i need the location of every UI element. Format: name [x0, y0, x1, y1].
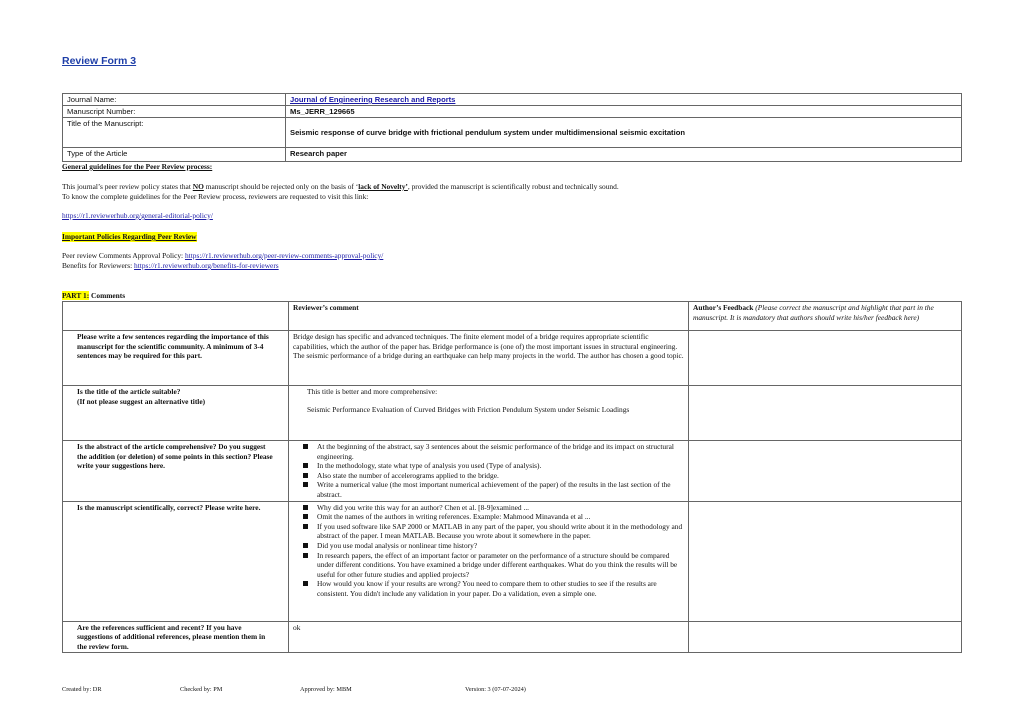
novelty-emphasis: lack of Novelty’: [358, 182, 408, 191]
guidelines-text: [62, 182, 962, 202]
editorial-policy-link[interactable]: https://r1.reviewerhub.org/general-editorial-policy/: [62, 211, 213, 220]
author-feedback-cell[interactable]: [689, 386, 962, 441]
list-item: Also state the number of accelerograms applied to the bridge.: [317, 471, 684, 481]
manuscript-title-row: [63, 118, 962, 148]
approval-policy-link[interactable]: https://r1.reviewerhub.org/peer-review-comments-approval-policy/: [184, 251, 384, 260]
reviewer-comment[interactable]: ok: [289, 621, 689, 653]
reviewer-comment[interactable]: Bridge design has specific and advanced techniques. The finite element model of a bridge requires appropriate scientific capabilities, which the author of the paper has. Bridge performance is (one of) the most important issues in structural engineering. The seismic performance of a bridge during an earthquake can help many projects in the world. The author has chosen a good topic.: [289, 331, 689, 386]
form-title: Review Form 3: [62, 55, 137, 67]
label: Type of the Article: [63, 148, 286, 162]
article-type-row: [63, 148, 962, 162]
manuscript-number-row: [63, 106, 962, 118]
list-item: Omit the names of the authors in writing references. Example: Mahmood Minavanda et al ...: [317, 512, 684, 522]
list-item: In research papers, the effect of an important factor or parameter on the performance of a structure should be compared under different conditions. You have examined a bridge under different earthquakes. What do you think the results will be useful for other future studies and applied projects?: [317, 551, 684, 580]
text: , provided the manuscript is scientifically robust and technically sound.: [407, 182, 619, 191]
reviewer-comment[interactable]: [289, 501, 689, 621]
label: Peer review Comments Approval Policy:: [62, 251, 185, 260]
note: (Please correct the manuscript and highlight that part in the manuscript. It is mandatory that authors should write his/her feedback here): [693, 303, 934, 322]
label: Manuscript Number:: [63, 106, 286, 118]
label: Title of the Manuscript:: [63, 118, 286, 148]
list-item: Write a numerical value (the most important numerical achievement of the paper) of the results in the last section of the abstract.: [317, 480, 684, 499]
author-feedback-cell[interactable]: [689, 621, 962, 653]
part1-heading: [62, 291, 125, 301]
reviewer-comment[interactable]: [289, 386, 689, 441]
list-item: How would you know if your results are wrong? You need to compare them to other studies to see if the results are consistent. You didn't include any validation in your paper. Do a validation, even a simple one.: [317, 579, 684, 598]
list-item: Did you use modal analysis or nonlinear time history?: [317, 541, 684, 551]
question: Is the title of the article suitable? (If not please suggest an alternative title): [63, 386, 289, 441]
table-row: [63, 386, 962, 441]
list-item: If you used software like SAP 2000 or MATLAB in any part of the paper, you should write about it in the methodology and abstract of the paper. I mean MATLAB. Because you wrote about it somewhere in the paper.: [317, 521, 683, 541]
part-label: PART 1:: [62, 291, 90, 300]
journal-link[interactable]: Journal of Engineering Research and Reports: [290, 95, 456, 104]
text: This journal’s peer review policy states that: [62, 182, 193, 191]
label: Author’s Feedback: [693, 303, 754, 312]
no-emphasis: NO: [192, 182, 204, 191]
text: manuscript should be rejected only on the basis of ‘: [203, 182, 359, 191]
guidelines-heading: General guidelines for the Peer Review process:: [62, 162, 213, 171]
benefits-link[interactable]: https://r1.reviewerhub.org/benefits-for-reviewers: [134, 261, 279, 270]
part-title: Comments: [89, 291, 126, 300]
text: To know the complete guidelines for the Peer Review process, reviewers are requested to visit this link:: [62, 192, 369, 201]
benefits-line: [62, 261, 279, 271]
list-item: Why did you write this way for an author? Chen et al. [8-9]examined ...: [317, 503, 684, 513]
author-feedback-cell[interactable]: [689, 441, 962, 502]
footer-version: Version: 3 (07-07-2024): [465, 686, 526, 693]
manuscript-title: Seismic response of curve bridge with frictional pendulum system under multidimensional seismic excitation: [286, 118, 962, 148]
reviewer-comment-header: Reviewer’s comment: [289, 302, 689, 331]
label: Journal Name:: [63, 94, 286, 106]
table-row: [63, 501, 962, 621]
table-row: [63, 331, 962, 386]
author-feedback-header: [689, 302, 962, 331]
question: Are the references sufficient and recent? If you have suggestions of additional references, please mention them in the review form.: [63, 621, 289, 653]
footer-created: Created by: DR: [62, 686, 102, 693]
comment-intro: This title is better and more comprehensive:: [307, 387, 438, 396]
journal-name-row: [63, 94, 962, 106]
list-item: At the beginning of the abstract, say 3 sentences about the seismic performance of the bridge and its impact on structural engineering.: [317, 442, 684, 461]
reviewer-comment[interactable]: [289, 441, 689, 502]
article-type: Research paper: [286, 148, 962, 162]
blank-cell: [63, 302, 289, 331]
comments-table: [62, 301, 962, 653]
author-feedback-cell[interactable]: [689, 331, 962, 386]
label: Benefits for Reviewers:: [62, 261, 135, 270]
table-row: [63, 621, 962, 653]
policies-heading: Important Policies Regarding Peer Review: [62, 232, 197, 241]
question: Is the abstract of the article comprehensive? Do you suggest the addition (or deletion) of some points in this section? Please write your suggestions here.: [63, 441, 289, 502]
manuscript-number: Ms_JERR_129665: [286, 106, 962, 118]
approval-policy-line: [62, 251, 383, 261]
table-row: [63, 441, 962, 502]
question: Please write a few sentences regarding the importance of this manuscript for the scientific community. A minimum of 3-4 sentences may be required for this part.: [63, 331, 289, 386]
footer-approved: Approved by: MBM: [300, 686, 352, 693]
header-row: [63, 302, 962, 331]
suggested-title: Seismic Performance Evaluation of Curved Bridges with Friction Pendulum System under Seismic Loadings: [307, 404, 630, 414]
footer-checked: Checked by: PM: [180, 686, 223, 693]
list-item: In the methodology, state what type of analysis you used (Type of analysis).: [317, 461, 684, 471]
manuscript-info-table: [62, 93, 962, 162]
question: Is the manuscript scientifically, correct? Please write here.: [63, 501, 289, 621]
author-feedback-cell[interactable]: [689, 501, 962, 621]
